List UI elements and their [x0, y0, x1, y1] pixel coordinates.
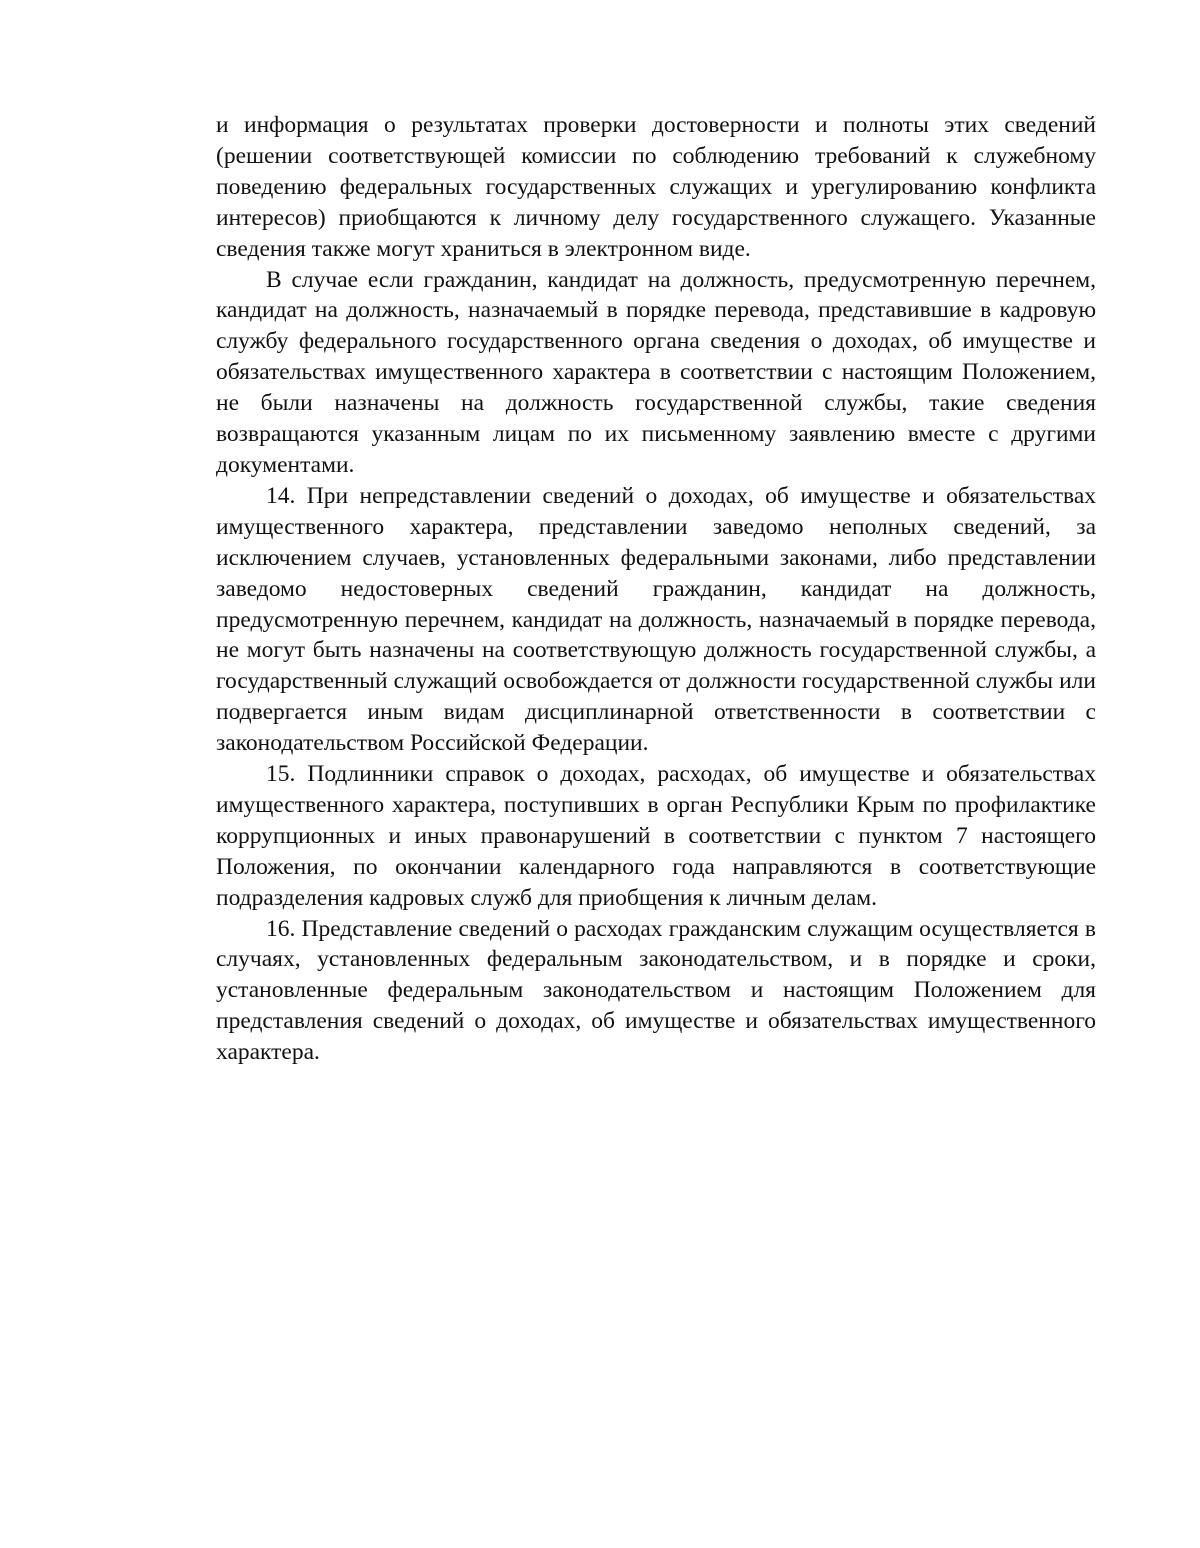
document-page — [216, 110, 1096, 1068]
paragraph-return-of-information: В случае если гражданин, кандидат на должность, предусмотренную перечнем, кандидат на должность, назначаемый в порядке перевода, представившие в кадровую службу федерального государственного органа сведения о доходах, об имуществе и обязательствах имущественного характера в соответствии с настоящим Положением, не были назначены на должность государственной службы, такие сведения возвращаются указанным лицам по их письменному заявлению вместе с другими документами. — [216, 266, 1096, 478]
paragraph-16-expenses-submission: 16. Представление сведений о расходах гражданским служащим осуществляется в случаях, установленных федеральным законодательством, и в порядке и сроки, установленные федеральным законодательством и настоящим Положением для представления сведений о доходах, об имуществе и обязательствах имущественного характера. — [216, 915, 1096, 1066]
paragraph-personal-file: и информация о результатах проверки достоверности и полноты этих сведений (решении соответствующей комиссии по соблюдению требований к служебному поведению федеральных государственных служащих и урегулированию конфликта интересов) приобщаются к личному делу государственного служащего. Указанные сведения также могут храниться в электронном виде. — [216, 112, 1096, 262]
paragraph-15-original-certificates: 15. Подлинники справок о доходах, расходах, об имуществе и обязательствах имущественного характера, поступивших в орган Республики Крым по профилактике коррупционных и иных правонарушений в соответствии с пунктом 7 настоящего Положения, по окончании календарного года направляются в соответствующие подразделения кадровых служб для приобщения к личным делам. — [216, 761, 1096, 911]
paragraph-14-non-submission: 14. При непредставлении сведений о доходах, об имуществе и обязательствах имущественного характера, представлении заведомо неполных сведений, за исключением случаев, установленных федеральными законами, либо представлении заведомо недостоверных сведений гражданин, кандидат на должность, предусмотренную перечнем, кандидат на должность, назначаемый в порядке перевода, не могут быть назначены на соответствующую должность государственной службы, а государственный служащий освобождается от должности государственной службы или подвергается иным видам дисциплинарной ответственности в соответствии с законодательством Российской Федерации. — [216, 482, 1096, 757]
